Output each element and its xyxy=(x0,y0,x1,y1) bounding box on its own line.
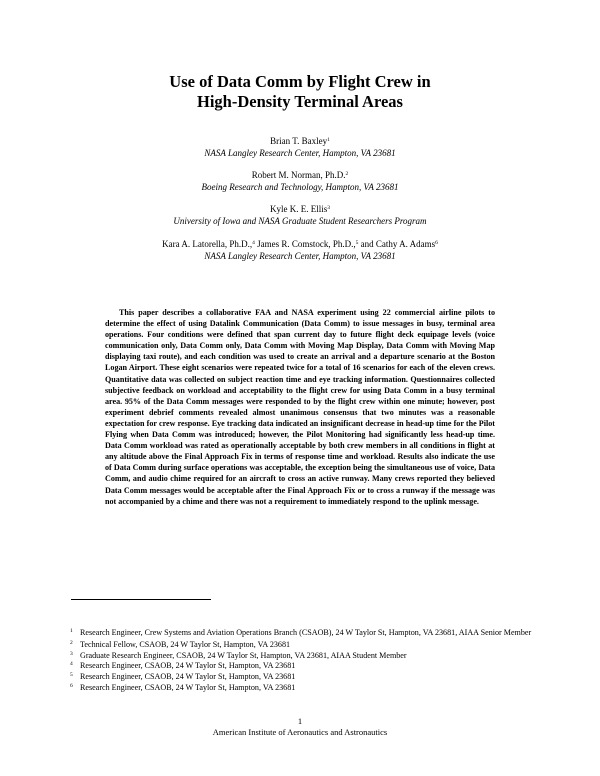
page-number: 1 xyxy=(297,716,303,726)
author-block-2 xyxy=(0,169,600,193)
abstract: This paper describes a collaborative FAA and NASA experiment using 22 commercial airline pilots to determine the effect of using Datalink Communication (Data Comm) to issue messages in busy, terminal area operations. Four conditions were defined that span current day to future flight deck equipage levels (voice communication only, Data Comm only, Data Comm with Moving Map Display, Data Comm with Moving Map displaying taxi route), and each condition was used to create an arrival and a departure scenario at the Boston Logan Airport. These eight scenarios were repeated twice for a total of 16 scenarios for each of the eleven crews. Quantitative data was collected on subject reaction time and eye tracking information. Questionnaires collected subjective feedback on workload and acceptability to the flight crew for using Data Comm in a busy terminal area. 95% of the Data Comm messages were responded to by the flight crew within one minute; however, post experiment debrief comments revealed almost unanimous consensus that two minutes was a reasonable expectation for crew response. Eye tracking data indicated an insignificant decrease in head-up time for the Pilot Flying when Data Comm was introduced; however, the Pilot Monitoring had significantly less head-up time. Data Comm workload was rated as operationally acceptable by both crew members in all conditions in flight at any altitude above the Final Approach Fix in terms of response time and workload. Results also indicate the use of Data Comm during surface operations was acceptable, the exception being the simultaneous use of voice, Data Comm, and audio chime required for an aircraft to cross an active runway. Many crews reported they believed Data Comm messages would be acceptable after the Final Approach Fix or to cross a runway if the message was not accompanied by a chime and there was not a requirement to immediately respond to the uplink message. xyxy=(105,308,495,506)
author-affiliation-2: Boeing Research and Technology, Hampton, VA 23681 xyxy=(201,182,399,192)
author-name-1: Brian T. Baxley$^1$ xyxy=(270,136,330,146)
footnote-5: 5 Research Engineer, CSAOB, 24 W Taylor St, Hampton, VA 23681 xyxy=(70,672,296,682)
author-affiliation-3: University of Iowa and NASA Graduate Student Researchers Program xyxy=(173,216,427,226)
author-block-4 xyxy=(0,238,600,262)
title-line-1: Use of Data Comm by Flight Crew in xyxy=(169,72,431,91)
footnote-3: 3 Graduate Research Engineer, CSAOB, 24 W Taylor St, Hampton, VA 23681, AIAA Student Member xyxy=(70,650,407,660)
footnotes xyxy=(70,628,540,694)
publisher-footer: American Institute of Aeronautics and Astronautics xyxy=(212,727,388,737)
author-sup-2: 2 xyxy=(345,171,349,177)
author-sup-3: 3 xyxy=(327,205,330,211)
author-names-multi: Kara A. Latorella, Ph.D.,$^4$ James R. Comstock, Ph.D.,$^5$ and Cathy A. Adams$^6$ xyxy=(162,239,438,249)
footnote-rule xyxy=(71,599,211,600)
author-affiliation-4: NASA Langley Research Center, Hampton, VA 23681 xyxy=(204,251,396,261)
author-name-2: Robert M. Norman, Ph.D.$^2$ xyxy=(251,170,349,180)
footnote-2: 2 Technical Fellow, CSAOB, 24 W Taylor St, Hampton, VA 23681 xyxy=(70,639,291,649)
footnote-4: 4 Research Engineer, CSAOB, 24 W Taylor St, Hampton, VA 23681 xyxy=(70,661,296,671)
author-block-1 xyxy=(0,135,600,159)
author-affiliation-1: NASA Langley Research Center, Hampton, VA 23681 xyxy=(204,148,396,158)
author-sup-1: 1 xyxy=(327,137,330,143)
footnote-1: 1 Research Engineer, Crew Systems and Aviation Operations Branch (CSAOB), 24 W Taylor St, Hampton, VA 23681, AIAA Senior Member xyxy=(70,628,532,637)
paper-title xyxy=(0,72,600,112)
footnote-6: 6 Research Engineer, CSAOB, 24 W Taylor St, Hampton, VA 23681 xyxy=(70,682,296,692)
author-block-3 xyxy=(0,203,600,227)
title-line-2: High-Density Terminal Areas xyxy=(197,92,403,111)
author-name-3: Kyle K. E. Ellis$^3$ xyxy=(270,204,330,214)
